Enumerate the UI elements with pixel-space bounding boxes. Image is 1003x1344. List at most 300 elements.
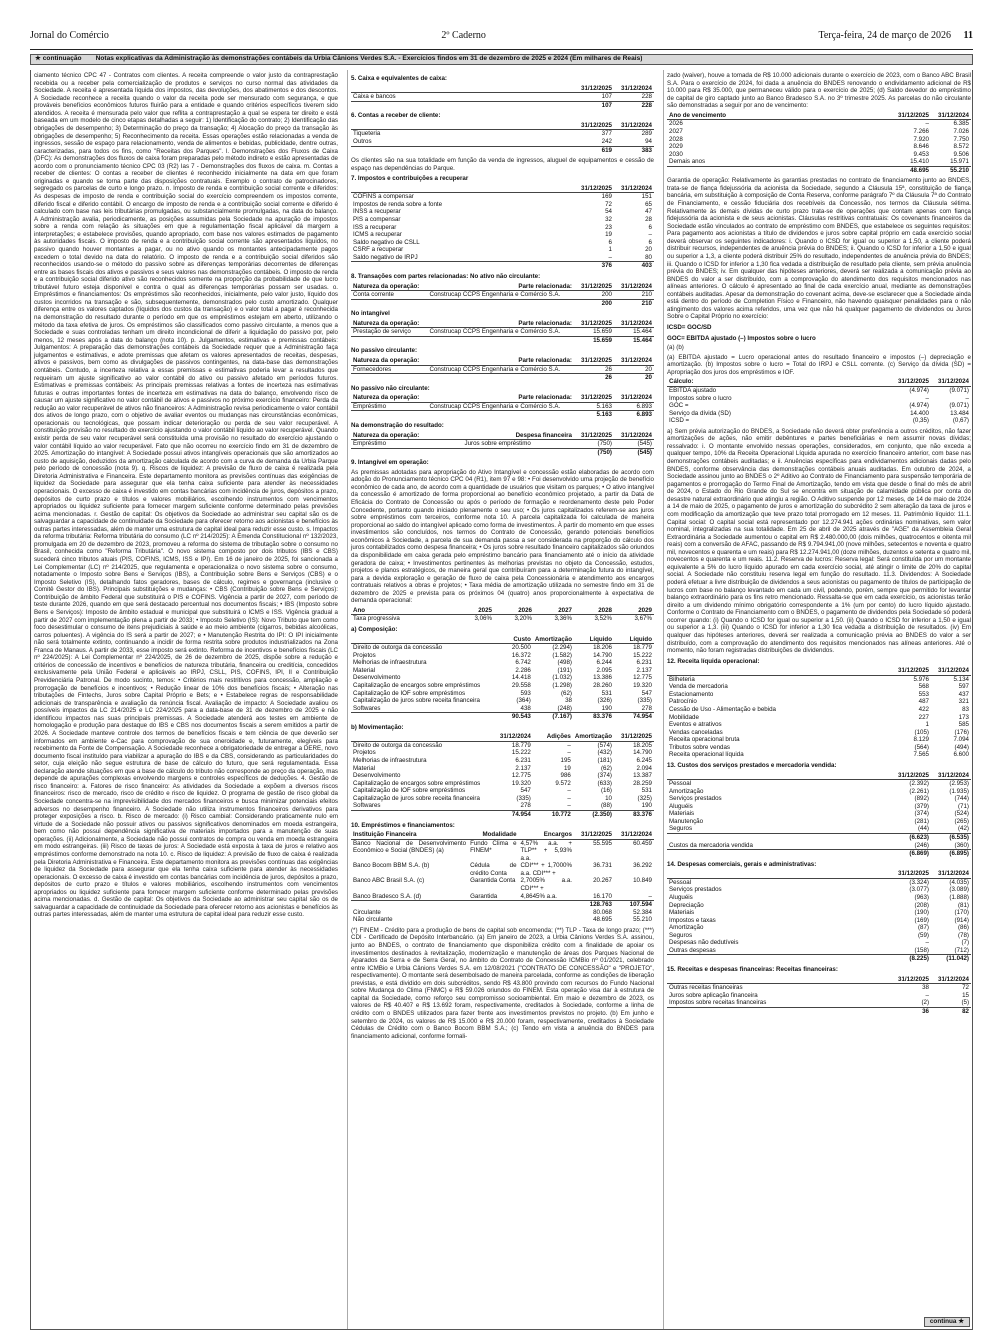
row-value: 437 (958, 690, 969, 698)
table-row (667, 714, 971, 722)
row-value: 107.594 (614, 901, 654, 909)
row-label: 2028 (669, 135, 683, 143)
row-value: 376 (574, 262, 614, 270)
row-label: Banco Bocom BBM S.A. (b) (353, 862, 430, 870)
cash-table (351, 85, 654, 110)
row-label: Despesas não dedutíveis (669, 939, 739, 947)
row-label: Banco Bradesco S.A. (d) (353, 892, 422, 900)
row-value: (248) (557, 704, 572, 712)
row-value: 74.954 (493, 810, 533, 818)
row-value: (2) (921, 999, 929, 1007)
row-label (351, 146, 574, 154)
row-value: 151 (641, 193, 652, 201)
table-row (351, 224, 654, 232)
table-total-row (351, 299, 654, 307)
row-charges: 4,8645% a.a. (520, 892, 557, 900)
table-row (667, 395, 971, 403)
row-value: (176) (954, 728, 969, 736)
row-value: 5.163 (574, 411, 614, 419)
row-value: – (925, 939, 929, 947)
row-label: Cessão de Uso - Alimentação e bebida (669, 706, 776, 713)
row-label: Saldo negativo de CSLL (353, 238, 420, 246)
row-value: (574) (597, 741, 612, 749)
row-value: 568 (918, 683, 929, 691)
row-value: 26 (574, 374, 614, 382)
row-value: (0,35) (912, 417, 929, 425)
row-label: ICMS a recuperar (353, 231, 402, 239)
row-value: (7) (961, 939, 969, 947)
row-value: 5.134 (953, 675, 969, 683)
table-total-row (351, 448, 654, 456)
row-value: 377 (601, 130, 612, 138)
row-value: (633) (597, 779, 612, 787)
row-value: (744) (954, 795, 969, 803)
table-row (667, 120, 971, 128)
row-value: 531 (641, 787, 652, 795)
row-value: (2.261) (909, 787, 929, 795)
revenue-table (667, 667, 971, 759)
row-value: (494) (954, 743, 969, 751)
column-1 (31, 70, 341, 1329)
row-value: (208) (914, 901, 929, 909)
row-value: 36.292 (633, 862, 652, 870)
row-label: Circulante (353, 908, 381, 916)
related-party-table (351, 432, 654, 457)
table-row (351, 839, 654, 862)
row-label: Projetos (353, 749, 376, 757)
table-row (667, 795, 971, 803)
row-value: 55.595 (593, 839, 612, 847)
row-value: (81) (957, 901, 969, 909)
intangible-text: As premissas adotadas para apropriação do Ativo Intangível e concessão estão elaboradas de acordo com adoção do Pronunciamento técnico CPC 04 (R1), item 97 e 98: • Foi desenvolvido uma projeção de benefício econômico de cada ano, de acordo com a quantidade de usuários que visitam os parques; • O ativo intangível da concessão é amortizado de forma proporcional ao benefício econômico projetado, a partir da Data de Eficácia do Contrato de Concessão ou após o período de formação e reordenamento deste pelo Poder Concedente, portanto quando iniciado plenamente o seu uso; • Os juros capitalizados referem-se aos juros sobre empréstimos com terceiros, conforme nota 10. A parcela capitalizada foi calculada de maneira proporcional ao saldo do intangível aplicado como forma de investimentos. À partir do momento em que esses investimentos são concluídos, nos termos do Contrato de Concessão, gerando potenciais benefícios econômicos à Sociedade, a parcela de sua demanda passa a ser considerada na proporção do cálculo dos juros contabilizados como despesa financeira; • Os juros sobre resultado financeiro capitalizados são oriundos da disponibilidade em caixa gerada pelo empréstimo bancário para financiamento até o início da atividade geradora de caixa; • Investimentos pertinentes às melhorias previstas no objeto da Concessão, estudos, projetos e planos estratégicos, de maneira geral que contribuíram para a determinação futura do intangível, para a devida exploração e geração de fluxo de caixa pela Concessionária e atendimento aos encargos contratuais relativos a obras e projetos; • Taxa média de amortização utilizada no semestre findo em 31 de dezembro de 2025 e prevista para os próximos 04 (quatro) anos proporcionalmente à expectativa de demanda operacional: (351, 468, 655, 605)
row-value: 7.266 (913, 127, 929, 135)
table-header-cell: 31/12/2024 (931, 976, 971, 984)
row-label (351, 101, 574, 109)
table-row (667, 698, 971, 706)
table-header-cell: 31/12/2025 (891, 667, 931, 675)
row-value: 6.893 (614, 411, 654, 419)
row-value: (169) (914, 916, 929, 924)
table-row (667, 410, 971, 418)
row-label: Empréstimo (353, 440, 387, 448)
table-row (667, 788, 971, 796)
row-value: 15.464 (614, 336, 654, 344)
table-row (667, 780, 971, 788)
accounting-policies-text: ciamento técnico CPC 47 - Contratos com clientes. A receita compreende o valor justo da contraprestação recebida ou a receber pela comercialização de produtos e serviços no curso normal das atividades da Sociedade. A receita é apresentada líquida dos impostos, das devoluções, dos abatimentos e dos descontos. A Sociedade reconhece a receita quando o valor da receita pode ser mensurado com segurança, e que prováveis benefícios econômicos futuros fluirão para a entidade e quando critérios específicos tiverem sido atendidos. A receita é mensurada pelo valor que reflita a contraprestação a qual se espera ter direito e está baseada em um modelo de cinco etapas detalhadas a seguir: 1) Identificação do contrato; 2) Identificação das obrigações de desempenho; 3) Determinação do preço da transação; 4) Alocação do preço da transação às obrigações de desempenho; 5) Reconhecimento da receita. Essas operações estão relacionadas a venda de ingressos, sessão de espaço para relacionamento, venda de alimentos e bebidas, publicidade, dentre outras, caracterizadas, para todos os fins, como "Receitas dos Parques". l. Demonstrações dos Fluxos de Caixa (DFC): As demonstrações dos fluxos de caixa foram preparadas pelo método indireto e estão apresentadas de acordo com o pronunciamento técnico CPC 03 (R2) Ias 7 - Demonstrações dos fluxos de caixa. m. Contas a receber de clientes: O contas a receber de clientes é reconhecido inicialmente na data em que foram originadas e quando se torna parte das disposições contratuais. Exemplo o contrato de patrocinadores, segregado os parcelas de curto e longo prazo. n. Imposto de renda e contribuição social corrente e diferidos: As despesas de imposto de renda e contribuição social do exercício compreendem os impostos corrente, diferido fiscal e diferido contábil. O encargo de imposto de renda e a contribuição social corrente e diferido é calculado com base nas leis tributárias promulgadas, ou substancialmente promulgadas, na data do balanço. A Administração avalia, periodicamente, as posições assumidas pela Sociedade na apuração de impostos sobre a renda com relação às situações em que a regulamentação fiscal aplicável dá margem a interpretações; e estabelece provisões, quando apropriado, com base nos valores estimados de pagamento às autoridades fiscais. O imposto de renda e a contribuição social corrente são apresentados líquidos, no passivo quando houver montantes a pagar, ou no ativo quando os montantes antecipadamente pagos excedem o total devido na data do relatório. O imposto de renda e a contribuição social diferidos são reconhecidos usando-se o método do passivo sobre as diferenças temporárias decorrentes de diferenças entre as bases fiscais dos ativos e passivos e seus valores nas demonstrações contábeis. O imposto de renda e a contribuição social diferido ativo são reconhecidos somente na proporção da probabilidade de que lucro tributável futuro esteja disponível e contra o qual as diferenças temporárias possam ser usadas. o. Empréstimos e financiamentos: Os empréstimos são reconhecidos, inicialmente, pelo valor justo, líquido dos custos incorridos na transação e são, subsequentemente, demonstrados pelo custo amortizado. Qualquer diferença entre os valores captados (líquidos dos custos da transação) e o valor total a pagar é reconhecida na demonstração do resultado durante o período em que os empréstimos estejam em aberto, utilizando o método da taxa efetiva de juros. Os empréstimos são classificados como passivo circulante, a menos que a Sociedade e suas controladas tenham um direito incondicional de diferir a liquidação do passivo por, pelo menos, 12 meses após a data do balanço (nota 10). p. Julgamentos, estimativas e premissas contábeis: Julgamentos: A preparação das demonstrações contábeis da Sociedade requer que a Administração faça julgamentos e estimativas, e adote premissas que afetam os valores apresentados de receitas, despesas, ativos e passivos, bem como as divulgações de passivos contingentes, na data-base das demonstrações contábeis. Contudo, a incerteza relativa a essas premissas e estimativas poderia levar a resultados que requeiram um ajuste significativo ao valor contábil do ativo ou passivo afetado em períodos futuros. Estimativas e premissas contábeis: As principais premissas relativas a fontes de incerteza nas estimativas futuras e outras importantes fontes de incerteza em estimativas na data do balanço, envolvendo risco de causar um ajuste significativo no valor contábil de ativos e passivos no próximo exercício financeiro: Perda da redução ao valor recuperável de ativos não financeiros: A Administração revisa periodicamente o valor contábil dos ativos de longo prazo, com o objetivo de avaliar eventos ou mudanças nas circunstâncias econômicas, operacionais ou tecnológicas, que possam indicar deterioração ou perda de seu valor recuperável. A constituição provisão no resultado do exercício ajustando o valor contábil líquido ao valor recuperável. Quando existir perda de seu valor recuperável será constituída uma provisão no resultado do exercício ajustando o valor contábil líquido ao valor recuperável. Fato que não ocorreu no exercício findo em 31 de dezembro de 2025. Amortização do intangível: A Sociedade possui ativos intangíveis operacionais que são amortizados ao custo de aquisição, deduzidos da amortização calculada de acordo com a curva de demanda da Urbia Parque pelo período de concessão (nota 9). q. Riscos de liquidez: A previsão de fluxo de caixa é realizada pela Diretoria Administrativa e Financeira. Este departamento monitora as previsões contínuas das exigências de liquidez da Sociedade para assegurar que ela tenha caixa suficiente para atender às necessidades operacionais. O excesso de caixa é investido em contas bancárias com incidência de juros, depósitos a prazo, depósitos de curto prazo e títulos e valores mobiliários, escolhendo instrumentos com vencimentos apropriados ou liquidez suficiente para fornecer margem suficiente conforme determinado pelas previsões acima mencionadas. r. Gestão de capital: Os objetivos da Sociedade ao administrar seu capital são os de salvaguardar a capacidade de continuidade da Sociedade para oferecer retorno aos acionistas e benefícios às outras partes interessadas, além de manter uma estrutura de capital ideal para reduzir esse custo. s. Impactos da reforma tributária: Reforma tributária do consumo (LC nº 214/2025): A Emenda Constitucional nº 132/2023, promulgada em 20 de dezembro de 2023, promoveu a reforma do sistema de tributação sobre o consumo no Brasil, conhecida como "Reforma Tributária". O novo sistema composto por dois tributos (IBS e CBS) sucederá cinco tributos atuais (PIS, COFINS, ICMS, ISS e IPI). Em 16 de janeiro de 2025, foi sancionada a Lei Complementar (LC) nº 214/2025, que regulamenta e operacionaliza o novo sistema sobre o consumo, notadamente o Imposto sobre Bens e Serviços (IBS), a Contribuição sobre Bens e Serviços (CBS) e o Imposto Seletivo (IS), detalhando fatos geradores, bases de cálculo, regimes e governança (inclusive o Comitê Gestor do IBS). Principais substituições e mudanças: • CBS (Contribuição sobre Bens e Serviços): Contribuição de âmbito Federal que substituirá o PIS e COFINS. Vigência a partir de 2027, com período de teste durante 2026, quando em que será destacado percentual nos documentos fiscais; • IBS (Imposto sobre Bens e Serviços): Imposto de âmbito estadual e municipal que substituirá o ICMS e ISS. Vigência gradual a partir de 2027 com implementação plena a partir de 2033; • Imposto Seletivo (IS): Novo Tributo que tem como foco desestimular o consumo de itens prejudiciais à saúde e ao meio ambiente (cigarros, bebidas alcoólicas, carros poluentes). A vigência do IS será a partir de 2027; e • Manutenção Restrita do IPI: O IPI inicialmente não será totalmente extinto, continuando a incidir de forma restrita sobre produtos industrializados na Zona Franca de Manaus. A partir de 2033, esse imposto será extinto. Reforma de incentivos e benefícios fiscais (LC nº 224/2025): A Lei Complementar nº 224/2025, de 26 de dezembro de 2025, dispõe sobre a redução e critérios de concessão de incentivos e benefícios de natureza tributária, financeira ou creditícia, concedidos exclusivamente pela União Federal e aplicáveis ao IRPJ, CSLL, PIS, COFINS, IPI, II e Contribuição Previdenciária Patronal. De modo sucinto, temos: • Critérios mais restritivos para concessão, ampliação e prorrogação de benefícios e incentivos; • Redução linear de 10% dos benefícios fiscais; • Alteração nas tributações de Fintechs, Juros sobre Capital Próprio e Bets; e • Estabelece regras de responsabilidade adicionais de transparência e avaliação da renúncia fiscal. Avaliação de impacto: A Sociedade avaliou os possíveis impactos da LC 214/2025 e LC 224/2025 para a data-base de 31 de dezembro de 2025 e não identificou impactos nas suas principais premissas. A Sociedade atenderá aos testes em ambiente de homologação e produção para destaque do IBS e CBS nos documentos fiscais a serem emitidos a partir de 2026. A Sociedade manteve controle dos termos de benefícios fiscais e tem ciência de que deverão ser informados em ambiente e-Cac para comprovação de sua oneroidade e, futuramente, elegíveis para recebimento da Fonte de Compensação. A Sociedade reconhece a obrigatoriedade de entregar a DERE, novo documento fiscal instituído para viabilizar a apuração do IBS e da CBS, considerando as particularidades do setor, cuja eleição não segue estrutura de base de cálculo do futuro, que será regulamentada. Essa declaração atende situações em que a base de cálculo do tributo não corresponde ao preço da operação, mas depende de apurações complexas envolvendo margens e controles específicos de deduções. 4. Gestão de risco financeiro: a. Fatores de risco financeiro: As atividades da Sociedade a expõem a diversos riscos financeiros: risco de mercado, risco de crédito e risco de liquidez. O programa de gestão de risco global da Sociedade concentra-se na imprevisibilidade dos mercados financeiros e busca minimizar potenciais efeitos adversos no desempenho financeiro. A Sociedade não utiliza instrumentos financeiros derivativos para proteger exposições a risco. b. Risco de mercado: (i) Risco cambial: Considerando praticamente nulo em virtude de a Sociedade não possuir ativos ou passivos significativos denominados em moeda estrangeira, bem como não possui dependência significativa de materiais importados para a manutenção de suas operações. (ii) Adicionalmente, a Sociedade não possui contratos de compra ou venda em moeda estrangeira em modo estrangeiras. (iii) Risco de taxas de juros: A Sociedade está exposta à taxa de juros e relativo aos empréstimos conforme demonstrado na nota 10. c. Risco de liquidez: A previsão de fluxo de caixa é realizada pela Diretoria Administrativa e Financeira. Este departamento monitora as previsões contínuas das exigências de liquidez da Sociedade para assegurar que ela tenha caixa suficiente para atender às necessidades operacionais. O excesso de caixa é investido em contas bancárias com incidência de juros, depósitos a prazo, depósitos de curto prazo e títulos e valores mobiliários, escolhendo instrumentos com vencimentos apropriados ou liquidez suficiente para fornecer margem suficiente conforme determinado pelas previsões acima mencionadas. d. Gestão de capital: Os objetivos da Sociedade ao administrar seu capital são os de salvaguardar a capacidade de continuidade da Sociedade para oferecer retorno aos acionistas e benefícios às outras partes interessadas, além de manter uma estrutura de capital ideal para reduzir esse custo. (34, 72, 338, 919)
row-label: Impostos sobre receitas financeiras (669, 999, 767, 1007)
table-header-cell: Modalidade (468, 831, 518, 839)
row-value: 15.971 (950, 158, 969, 166)
table-header-cell: 31/12/2024 (493, 733, 533, 741)
table-header-cell: 31/12/2025 (574, 283, 614, 291)
row-value: (42) (957, 825, 969, 833)
table-row (351, 862, 654, 877)
row-label: Impostos e taxas (669, 916, 716, 924)
row-modality (468, 916, 518, 924)
table-header-cell: 31/12/2025 (891, 112, 931, 120)
table-header-cell: 31/12/2025 (574, 432, 614, 440)
row-party: Construcap CCPS Engenharia e Comércio S.A. (429, 365, 561, 373)
table-row (667, 402, 971, 410)
table-row (351, 402, 654, 411)
row-value: (62) (560, 689, 572, 697)
row-value: 6 (648, 223, 652, 231)
table-header-cell: Amortização (534, 635, 572, 643)
row-value: (564) (914, 743, 929, 751)
row-value: 94 (645, 137, 652, 145)
row-value: (750) (597, 440, 612, 448)
row-value: (6.535) (931, 834, 971, 842)
loans-notes-continued: zado (waiver), houve a tomada de R$ 10.000 adicionais durante o exercício de 2023, com o Banco ABC Brasil S.A. Para o exercício de 2024, foi dada a anuência do BNDES renovando o endividamento adicional de R$ 10.000 para R$ 35.000, que permaneceu válido para o exercício de 2025; (d) Saldo devedor do empréstimo de capital de giro captado junto ao Banco Bradesco S.A. no 3º trimestre 2025. As parcelas do não circulante são demonstradas a seguir por ano de vencimento: (667, 72, 971, 110)
table-row (351, 644, 654, 652)
row-value: 5.163 (596, 402, 612, 410)
table-header-cell: Parte relacionada: (428, 394, 574, 402)
taxes-recoverable-table (351, 185, 654, 270)
row-value: (1.888) (949, 893, 969, 901)
row-label: Não circulante (353, 916, 393, 924)
table-row (667, 939, 971, 947)
row-label: Taxa progressiva (353, 615, 400, 623)
table-row (351, 877, 654, 892)
table-header-cell: 31/12/2024 (614, 122, 654, 130)
table-header-cell: 31/12/2025 (891, 378, 931, 386)
table-row (667, 803, 971, 811)
table-row (351, 674, 654, 682)
row-value: 38 (922, 984, 929, 992)
row-value: 83.376 (574, 713, 614, 721)
goc-formula: GOC= EBITDA ajustado (–) Impostos sobre o lucro (667, 334, 816, 342)
costs-heading: 13. Custos dos serviços prestados e mercadoria vendida: (667, 761, 837, 769)
row-value: 422 (918, 706, 929, 713)
row-value: 90.543 (493, 713, 533, 721)
row-value: 10 (605, 794, 612, 802)
table-row (667, 136, 971, 144)
table-row (351, 138, 654, 146)
table-row (351, 231, 654, 239)
row-value: 5.976 (913, 675, 929, 683)
row-value: (170) (954, 909, 969, 917)
row-label: Capitalização de encargos sobre empréstimos (353, 779, 481, 787)
row-modality (468, 909, 518, 917)
table-row (351, 741, 654, 749)
row-value: 18.779 (633, 644, 652, 652)
row-value: 9.453 (913, 150, 929, 158)
cash-heading: 5. Caixa e equivalentes de caixa: (351, 75, 447, 82)
row-value: – (608, 253, 612, 261)
related-parties-subheading: Na demonstração do resultado: (351, 421, 444, 429)
table-row (667, 729, 971, 737)
related-parties-subheading: No passivo não circulante: (351, 384, 430, 392)
row-label: Demais anos (669, 158, 706, 166)
table-row (667, 721, 971, 729)
row-label: CSRF a recuperar (353, 246, 404, 254)
row-value: (5) (961, 999, 969, 1007)
row-value: 6.244 (596, 659, 612, 667)
row-value: 13.484 (950, 409, 969, 417)
table-row (351, 787, 654, 795)
row-value: (59) (917, 931, 929, 939)
row-value: 190 (601, 704, 612, 712)
row-label: Direito de outorga da concessão (353, 741, 443, 749)
row-label: Fornecedores (353, 365, 392, 373)
row-label: Serviço da dívida (SD) (669, 409, 731, 417)
row-value: (88) (600, 802, 612, 810)
row-value: 2.095 (596, 666, 612, 674)
table-header-cell: 31/12/2024 (614, 394, 654, 402)
notes-columns (30, 70, 973, 1330)
table-header-cell: 31/12/2025 (891, 976, 931, 984)
row-value: (963) (914, 893, 929, 901)
table-row (667, 810, 971, 818)
row-value: 128.763 (574, 901, 614, 909)
row-label: Amortização (669, 787, 704, 795)
row-value: 169 (601, 193, 612, 201)
row-value: 60.459 (633, 839, 652, 847)
row-value: 80 (645, 253, 652, 261)
table-header-cell: 31/12/2024 (931, 667, 971, 675)
row-label: Material (353, 764, 376, 772)
row-value: (2.294) (552, 644, 572, 652)
table-row (667, 850, 971, 858)
revenue-heading: 12. Receita líquida operacional: (667, 657, 760, 665)
row-value: 9.572 (555, 779, 571, 787)
row-label: Serviços prestados (669, 886, 722, 894)
row-value: 7.920 (913, 135, 929, 143)
row-label: Saldo negativo de IRPJ (353, 253, 418, 261)
table-row (667, 691, 971, 699)
row-label: Empréstimo (353, 402, 387, 410)
row-value: 2.094 (636, 764, 652, 772)
loans-table (351, 831, 654, 924)
row-label: Melhorias de infraestrutura (353, 659, 427, 667)
table-total-row (351, 411, 654, 419)
row-value: 20 (645, 365, 652, 373)
table-row (351, 802, 654, 810)
row-value: 278 (641, 704, 652, 712)
row-value: 8.572 (953, 143, 969, 151)
row-label (667, 1007, 891, 1015)
row-label: 2026 (669, 120, 683, 128)
maturity-table (667, 112, 971, 175)
table-row (351, 916, 654, 924)
row-value: 32 (605, 216, 612, 223)
table-header-cell: Natureza da operação: (351, 432, 463, 440)
row-label: Caixa e bancos (353, 93, 396, 101)
row-value: 55.210 (931, 166, 971, 174)
row-value: 3,36% (554, 615, 572, 623)
row-modality: Garantida (470, 892, 498, 900)
row-value: 6.231 (515, 757, 531, 764)
table-row (667, 932, 971, 940)
row-party: Juros sobre empréstimo (464, 440, 531, 448)
row-value: 47 (645, 208, 652, 216)
related-party-table (351, 320, 654, 345)
related-parties-subheading: No passivo circulante: (351, 347, 418, 355)
row-party (428, 336, 574, 344)
row-value: 14.418 (511, 674, 531, 682)
row-modality: Cédula de crédito Conta (470, 862, 517, 877)
row-label: 2029 (669, 143, 683, 151)
table-row (667, 683, 971, 691)
row-label (351, 810, 493, 818)
row-label: Receita operacional líquida (669, 751, 744, 759)
row-label: Material (353, 666, 376, 674)
row-value: 3,20% (514, 615, 532, 623)
row-value: 242 (601, 137, 612, 145)
row-value: (281) (914, 817, 929, 825)
table-header-cell: Natureza da operação: (351, 283, 428, 291)
page-number: 11 (963, 30, 973, 41)
row-label (351, 448, 463, 456)
table-row (351, 440, 654, 449)
loans-heading: 10. Empréstimos e financiamentos: (351, 821, 455, 829)
masthead (30, 30, 973, 50)
table-row (351, 246, 654, 254)
column-2 (347, 70, 657, 1329)
loans-notes: (*) FINEM - Crédito para a produção de bens de capital sob encomenda; (**) TLP - Taxa de longo prazo; (***) CDI - Certificado de Depósito Interbancário. (a) Em janeiro de 2023, a Urbia Cânions Verdes S.A. assinou, junto ao BNDES, o contrato de financiamento que disponibiliza crédito com a finalidade de apoiar os investimentos destinados à revitalização, modernização e manutenção de áreas dos Parques Nacional de Aparados da Serra e de Serra Geral, no âmbito do Contrato de Concessão ICMBio nº 01/2021, celebrado entre ICMBio e Urbia Cânions Verdes S.A. em 12/08/2021 ("CONTRATO DE CONCESSÃO" e "PROJETO", respectivamente). O montante será desembolsado de maneira parcelada, conforme as condições de liberação previstas, e está dividido em dois subcréditos, sendo R$ 43.800 provindo com recursos do Fundo Nacional sobre Mudança do Clima (FNMC) e R$ 59.026 oriundos do FINEM. Esta operação visa dar à estrutura de capital da Sociedade, como reforço seu compromisso socioambiental. Em maio e dezembro de 2023, os valores de R$ 40.407 e R$ 13.692 foram, respectivamente, creditados à Sociedade, conforme a linha de crédito com o BNDES utilizados para fazer frente aos investimentos previstos no projeto. (b) Em junho e setembro de 2024, os valores de R$ 15.000 e R$ 20.000 foram, respectivamente, creditados à Sociedade Cédulas de Crédito com o Banco Bocom BBM S.A.; (c) Tendo em vista a anuência do BNDES para financiamento adicional, conforme formali- (351, 926, 655, 1040)
table-header-cell (351, 636, 493, 644)
table-row (667, 917, 971, 925)
row-value: (265) (954, 817, 969, 825)
row-value: (62) (600, 764, 612, 772)
table-row (351, 201, 654, 209)
table-row (351, 697, 654, 705)
row-value: 48.695 (593, 916, 612, 924)
row-value: (498) (557, 659, 572, 667)
related-party-table (351, 357, 654, 382)
row-value: 9.506 (953, 150, 969, 158)
row-modality: Fundo Clima e FINEM* (470, 839, 517, 855)
row-value: 72 (605, 200, 612, 208)
table-row (667, 736, 971, 744)
row-value: (9.071) (949, 402, 969, 410)
table-header-cell: 2025 (454, 607, 494, 615)
row-value: (1.582) (552, 651, 572, 659)
row-value: – (567, 787, 571, 795)
row-value: (78) (957, 931, 969, 939)
table-header-cell: 31/12/2025 (574, 831, 614, 839)
row-value: 14.790 (633, 749, 652, 757)
table-header-cell: Cálculo: (667, 378, 891, 386)
row-label (667, 850, 891, 858)
table-row (667, 894, 971, 902)
table-row (351, 795, 654, 803)
row-value: (105) (914, 728, 929, 736)
row-label: Capitalização de encargos sobre empréstimos (353, 681, 481, 689)
row-label: Softwares (353, 802, 381, 810)
row-value: 16.372 (511, 651, 531, 659)
related-parties-heading: 8. Transações com partes relacionadas: No ativo não circulante: (351, 272, 541, 280)
row-value: (3.077) (909, 886, 929, 894)
table-row (667, 886, 971, 894)
table-header-cell: 31/12/2025 (891, 870, 931, 878)
financial-income-table (667, 976, 971, 1016)
table-row (667, 842, 971, 850)
icsd-table (667, 378, 971, 424)
row-value: 82 (931, 1007, 971, 1015)
table-row (351, 765, 654, 773)
row-label (667, 834, 891, 842)
row-value: (712) (954, 946, 969, 954)
row-value: (246) (914, 841, 929, 849)
row-value: 6.245 (636, 757, 652, 764)
table-row (667, 128, 971, 136)
row-value: (545) (637, 440, 652, 448)
row-party: Construcap CCPS Engenharia e Comércio S.A. (429, 402, 561, 410)
row-label: Outras receitas financeiras (669, 984, 743, 992)
table-row (351, 772, 654, 780)
row-value: (4.035) (949, 878, 969, 886)
row-label: Materiais (669, 810, 695, 818)
row-value: (1.032) (552, 674, 572, 682)
table-row (667, 902, 971, 910)
row-value: (374) (597, 772, 612, 780)
row-value: – (965, 394, 969, 402)
table-row (351, 208, 654, 216)
amortization-rate-table (351, 607, 654, 623)
row-charges: CDI*** + 1,7000% a.a. CDI*** + (520, 862, 572, 877)
row-value: 2.286 (515, 666, 531, 674)
row-label: INSS a recuperar (353, 208, 401, 216)
row-value: (8.225) (891, 955, 931, 963)
row-value: 597 (958, 683, 969, 691)
row-value: 19 (605, 231, 612, 239)
row-label: Vendas canceladas (669, 728, 723, 736)
row-label: Manutenção (669, 817, 704, 825)
table-row (667, 992, 971, 1000)
table-row (667, 158, 971, 166)
row-value: 83.376 (614, 810, 654, 818)
table-row (351, 615, 654, 623)
row-value: (7.167) (533, 713, 574, 721)
table-header-cell: Líquido (574, 636, 614, 644)
row-value: 13.386 (593, 674, 612, 682)
row-value: 83 (962, 706, 969, 713)
row-label (351, 411, 428, 419)
row-charges (519, 901, 574, 909)
row-value: 321 (958, 698, 969, 706)
row-label (351, 713, 493, 721)
row-value: 6.385 (953, 120, 969, 128)
row-value: 74.954 (614, 713, 654, 721)
equity-text: a) Sem prévia autorização do BNDES, a Sociedade não deverá obter preferência a outros créditos, não fazer amortizações de ações, não emitir debêntures e partes beneficiárias e nem assumir novas dívidas; ressalvado: i. O montante envolvido nessas operações, considerados, em conjunto, que não exceda a qualquer tempo, 10% da Receita Operacional Líquida apurada no exercício financeiro anterior, com base nas demonstrações contábeis auditadas; e ii. Anuências específicas para endividamentos adicionais dadas pelo BNDES, conforme observância das demonstrações contábeis anuais auditadas. Em outubro de 2024, a Sociedade assinou junto ao BNDES o 2º Aditivo ao Contrato de Financiamento para suspensão temporária de pagamentos e prorrogação do Termo Final de Amortização, tendo em vista que desde o final do mês de abril de 2024, o Estado do Rio Grande do Sul se encontra em situação de calamidade pública por conta do desastre natural extraordinário que atingiu a região. O Aditivo suspende por 12 meses, de 14 de maio de 2024 a 14 de maio de 2025, o pagamento de juros e amortização do subcrédito 2 sem alteração da taxa de juros e com modificação da amortização que teve prazo total prorrogado em 12 meses. 11. Patrimônio líquido: 11.1. Capital social: O capital social está representado por 12.274.941 ações ordinárias nominativas, sem valor nominal, integralizadas na sua totalidade. Em 25 de abril de 2025 através de "AGE" da Assembleia Geral Extraordinária a Sociedade aumentou o capital em R$ 2.480.000,00 (dois milhões, quatrocentos e oitenta mil reais) com a conversão de AFAC, passando de R$ 9.794.941,00 (nove milhões, setecentos e noventa e quatro mil, novecentos e quarenta e um reais) para R$ 12.274.941,00 (doze milhões, duzentos e setenta e quatro mil, novecentos e quarenta e um reais. 11.2. Reserva de lucros: Reserva legal: Será constituída por um montante equivalente a 5% do lucro líquido apurado em cada exercício social, até atingir o limite de 20% do capital social. A Sociedade não constituiu reserva legal em função do resultado. 11.3. Dividendos: A Sociedade poderá efetuar a livre distribuição de dividendos a seus acionistas ou pagamento de títulos de participação de lucros com base no balanço levantado em cada um civil, podendo, porém, sempre que permitido for levantar balanço extraordinário para os fins retro mencionado. Ressalta-se que em cada exercício, os acionistas terão direito a um dividendo mínimo obrigatório correspondente a 1% (um por cento) do lucro líquido ajustado. Conforme o Contrato de Financiamento com o BNDES, o pagamento de dividendos pela Sociedade só poderá ocorrer quando: (i) Quando o ICSD for igual ou superior a 1,50. (ii) Quando o ICSD for inferior a 1,50 e igual ou superior a 1,3. (iii) Quando o ICSD for inferior a 1,30 fica vedada a distribuição de resultados. (iv) Em qualquer das hipóteses anteriores, deverá ser realizada a comunicação prévia ao BNDES do valor a ser distribuído, com a comprovação do atendimento dos requisitos mencionados nas alíneas anteriores. Até o momento, não foram registradas distribuições de dividendos. (667, 427, 971, 655)
row-value: 6.893 (636, 402, 652, 410)
table-row (667, 955, 971, 963)
row-label: Pessoal (669, 780, 692, 788)
row-value: 227 (918, 713, 929, 721)
table-header-cell: 31/12/2025 (574, 85, 614, 93)
row-value: 15.464 (633, 328, 652, 336)
row-label: Depreciação (669, 901, 704, 909)
table-row (351, 749, 654, 757)
row-value: 3,52% (594, 615, 612, 623)
receivables-table (351, 122, 654, 154)
row-label (351, 262, 574, 270)
related-party-table (351, 394, 654, 419)
table-row (667, 706, 971, 714)
table-header-cell: Encargos (519, 831, 574, 839)
table-row (667, 909, 971, 917)
row-label: Aluguéis (669, 802, 693, 810)
costs-table (667, 772, 971, 858)
row-label: Outras despesas (669, 946, 716, 954)
row-label: GOC = (669, 402, 689, 410)
row-modality (468, 901, 518, 909)
row-value: (181) (597, 757, 612, 764)
table-row (351, 659, 654, 667)
row-value: 403 (614, 262, 654, 270)
row-label: Projetos (353, 651, 376, 659)
